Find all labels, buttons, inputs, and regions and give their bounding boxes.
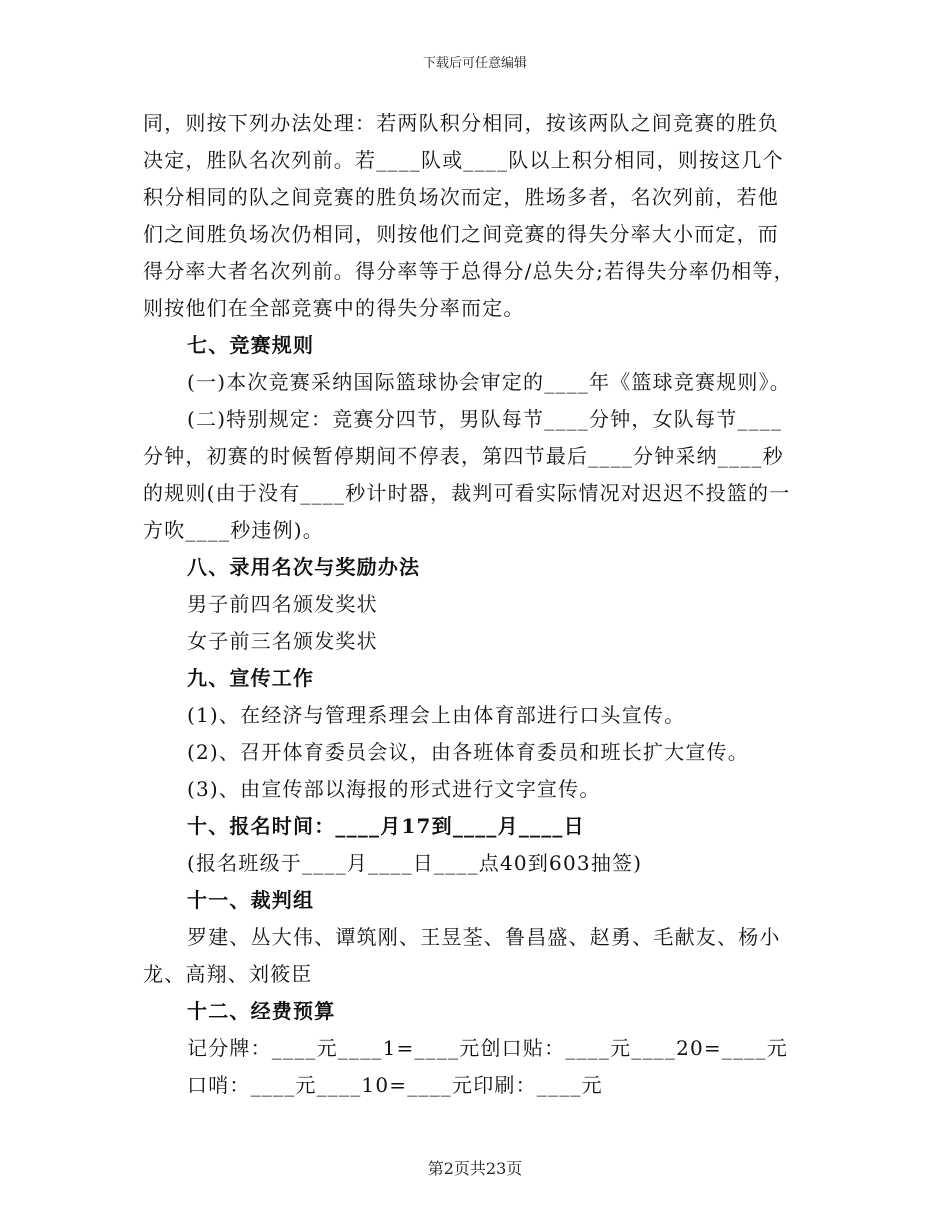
list-item: (1)、在经济与管理系理会上由体育部进行口头宣传。 <box>187 703 686 727</box>
page-header: 下载后可任意编辑 <box>422 56 527 71</box>
paragraph-line: 男子前四名颁发奖状 <box>187 592 378 616</box>
paragraph-line: 龙、高翔、刘筱臣 <box>143 962 313 986</box>
section-heading-registration: 十、报名时间：____月17到____月____日 <box>187 814 585 838</box>
paragraph-line: 积分相同的队之间竞赛的胜负场次而定，胜场多者，名次列前，若他 <box>143 185 779 209</box>
paragraph-line: 罗建、丛大伟、谭筑刚、王昱荃、鲁昌盛、赵勇、毛献友、杨小 <box>187 925 781 949</box>
section-heading-publicity: 九、宣传工作 <box>187 666 315 690</box>
paragraph-line: (报名班级于____月____日____点40到603抽签) <box>187 851 643 875</box>
paragraph-line: 得分率大者名次列前。得分率等于总得分/总失分;若得失分率仍相等， <box>143 259 795 283</box>
paragraph-line: (二)特别规定：竞赛分四节，男队每节____分钟，女队每节____ <box>187 407 783 431</box>
section-heading-awards: 八、录用名次与奖励办法 <box>187 555 421 579</box>
paragraph-line: 女子前三名颁发奖状 <box>187 629 378 653</box>
paragraph-line: (一)本次竞赛采纳国际篮球协会审定的____年《篮球竞赛规则》。 <box>187 370 792 394</box>
paragraph-line: 则按他们在全部竞赛中的得失分率而定。 <box>143 296 525 320</box>
paragraph-line: 们之间胜负场次仍相同，则按他们之间竞赛的得失分率大小而定，而 <box>143 222 779 246</box>
section-heading-rules: 七、竞赛规则 <box>187 333 315 357</box>
list-item: (2)、召开体育委员会议，由各班体育委员和班长扩大宣传。 <box>187 740 749 764</box>
list-item: (3)、由宣传部以海报的形式进行文字宣传。 <box>187 777 601 801</box>
document-body <box>143 105 823 1104</box>
paragraph-line: 方吹____秒违例)。 <box>143 518 325 542</box>
paragraph-line: 的规则(由于没有____秒计时器，裁判可看实际情况对迟迟不投篮的一 <box>143 481 791 505</box>
budget-line: 记分牌：____元____1=____元创口贴：____元____20=____元 <box>187 1036 788 1060</box>
paragraph-line: 同，则按下列办法处理：若两队积分相同，按该两队之间竞赛的胜负 <box>143 111 779 135</box>
paragraph-line: 决定，胜队名次列前。若____队或____队以上积分相同，则按这几个 <box>143 148 784 172</box>
paragraph-line: 分钟，初赛的时候暂停期间不停表，第四节最后____分钟采纳____秒 <box>143 444 784 468</box>
section-heading-referees: 十一、裁判组 <box>187 888 315 912</box>
page-footer: 第2页共23页 <box>427 1159 523 1178</box>
section-heading-budget: 十二、经费预算 <box>187 999 336 1023</box>
budget-line: 口哨：____元____10=____元印刷：____元 <box>187 1073 603 1097</box>
